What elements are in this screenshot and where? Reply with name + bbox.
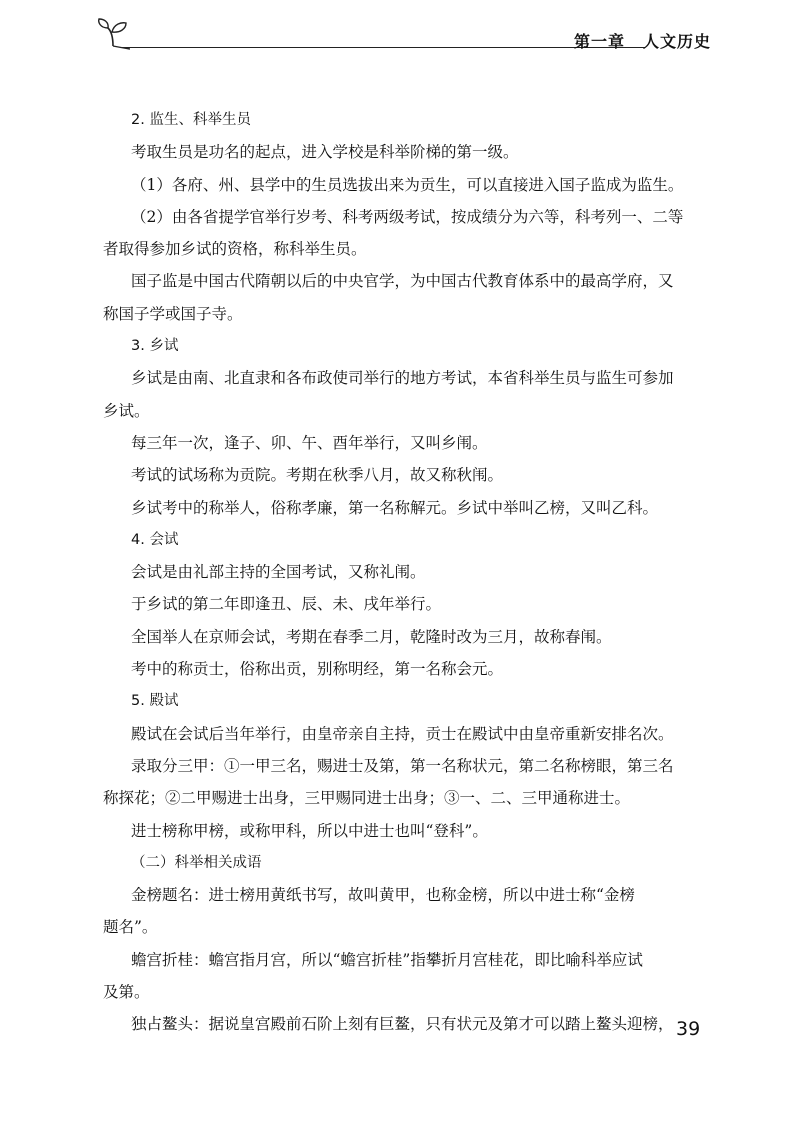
text-line: 乡试考中的称举人，俗称孝廉，第一名称解元。乡试中举叫乙榜，又叫乙科。: [131, 498, 659, 517]
section-heading: 5. 殿试: [131, 693, 179, 710]
text-line: 每三年一次，逢子、卯、午、酉年举行，又叫乡闱。: [131, 433, 488, 452]
text-line: 称探花；②二甲赐进士出身，三甲赐同进士出身；③一、二、三甲通称进士。: [103, 789, 631, 808]
text-line: 殿试在会试后当年举行，由皇帝亲自主持，贡士在殿试中由皇帝重新安排名次。: [131, 724, 674, 743]
text-line: 录取分三甲：①一甲三名，赐进士及第，第一名称状元，第二名称榜眼，第三名: [131, 756, 674, 775]
text-line: 考取生员是功名的起点，进入学校是科举阶梯的第一级。: [131, 143, 519, 162]
chapter-title: 人文历史: [643, 32, 712, 51]
text-line: 考试的试场称为贡院。考期在秋季八月，故又称秋闱。: [131, 466, 504, 485]
text-line: 独占鳌头：据说皇宫殿前石阶上刻有巨鳌，只有状元及第才可以踏上鳌头迎榜，: [131, 1015, 674, 1034]
text-line: 乡试是由南、北直隶和各布政使司举行的地方考试，本省科举生员与监生可参加: [131, 369, 674, 388]
text-line: 题名”。: [103, 918, 158, 937]
text-line: 者取得参加乡试的资格，称科举生员。: [103, 240, 367, 259]
text-line: 乡试。: [103, 401, 150, 420]
running-header: [96, 14, 736, 54]
header-rule: [120, 47, 645, 48]
text-line: 会试是由礼部主持的全国考试，又称礼闱。: [131, 563, 426, 582]
text-line: 称国子学或国子寺。: [103, 304, 243, 323]
sprout-leaf-icon: [96, 16, 130, 50]
page-number: 39: [676, 1018, 701, 1040]
text-line: （1）各府、州、县学中的生员选拔出来为贡生，可以直接进入国子监成为监生。: [131, 175, 684, 194]
section-heading: （二）科举相关成语: [131, 854, 262, 871]
text-line: 蟾宫折桂：蟾宫指月宫，所以“蟾宫折桂”指攀折月宫桂花，即比喻科举应试: [131, 950, 643, 969]
text-line: 金榜题名：进士榜用黄纸书写，故叫黄甲，也称金榜，所以中进士称“金榜: [131, 886, 635, 905]
text-line: 进士榜称甲榜，或称甲科，所以中进士也叫“登科”。: [131, 821, 488, 840]
text-line: （2）由各省提学官举行岁考、科考两级考试，按成绩分为六等，科考列一、二等: [131, 207, 684, 226]
section-heading: 3. 乡试: [131, 338, 179, 355]
text-line: 于乡试的第二年即逢丑、辰、未、戌年举行。: [131, 595, 442, 614]
chapter-heading: [574, 29, 711, 52]
section-heading: 2. 监生、科举生员: [131, 112, 251, 128]
section-heading: 4. 会试: [131, 531, 179, 548]
chapter-number: 第一章: [574, 32, 626, 51]
text-line: 及第。: [103, 983, 150, 1002]
text-line: 国子监是中国古代隋朝以后的中央官学，为中国古代教育体系中的最高学府，又: [131, 272, 674, 291]
text-line: 全国举人在京师会试，考期在春季二月，乾隆时改为三月，故称春闱。: [131, 627, 612, 646]
text-line: 考中的称贡士，俗称出贡，别称明经，第一名称会元。: [131, 660, 504, 679]
body-text: [103, 104, 708, 1041]
